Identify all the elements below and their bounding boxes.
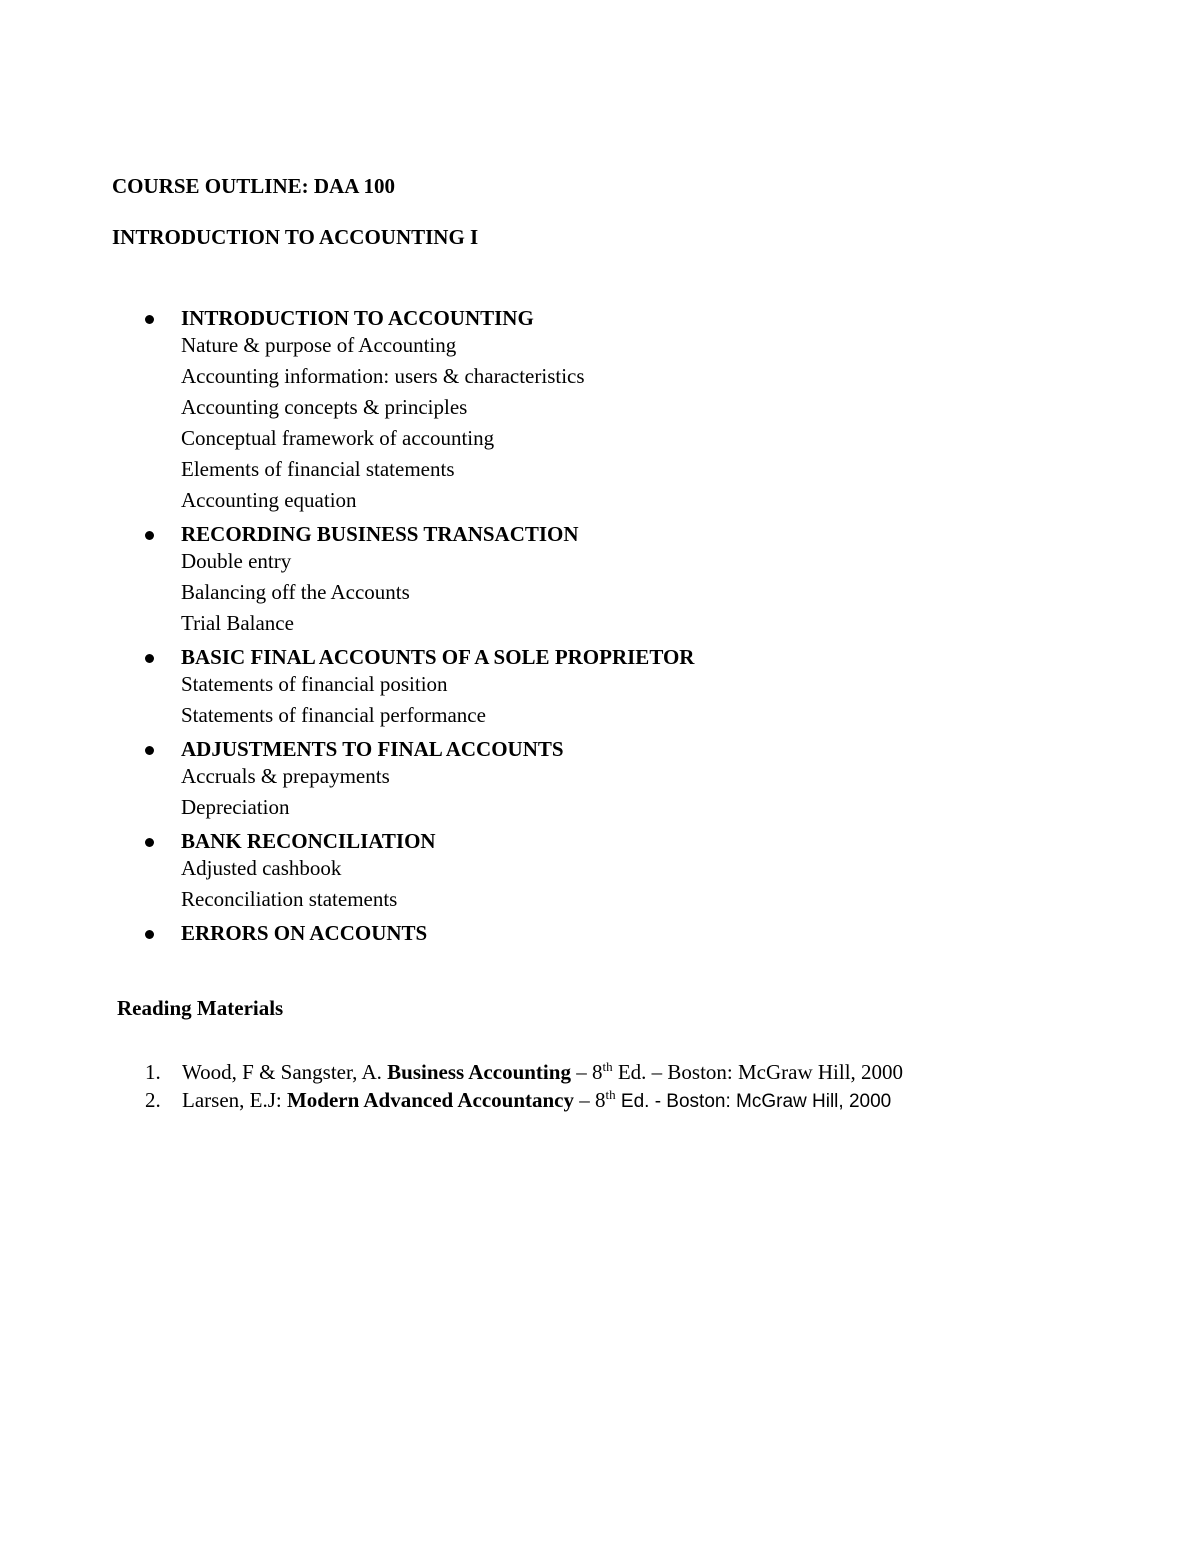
topic-section: [0, 306, 1200, 516]
subtopic-item: Elements of financial statements: [181, 457, 455, 481]
topic-section: [0, 522, 1200, 639]
reference-text: [182, 1086, 891, 1116]
reference-text: [182, 1058, 903, 1086]
reference-edition-suffix: th: [602, 1059, 613, 1074]
subtopic-item: Accounting concepts & principles: [181, 395, 468, 419]
reference-number: 2.: [145, 1088, 161, 1112]
course-name-title: INTRODUCTION TO ACCOUNTING I: [112, 225, 479, 249]
subtopic-item: Statements of financial performance: [181, 703, 486, 727]
topic-heading: BANK RECONCILIATION: [181, 829, 436, 853]
subtopic-list: [0, 330, 1200, 516]
subtopic-item: Double entry: [181, 549, 292, 573]
bullet-icon: [145, 654, 154, 663]
subtopic-item: Accounting information: users & characteristics: [181, 364, 585, 388]
reference-authors: Larsen, E.J:: [182, 1088, 287, 1112]
reference-book-title: Modern Advanced Accountancy: [286, 1088, 574, 1112]
topic-heading: ERRORS ON ACCOUNTS: [181, 921, 428, 945]
bullet-icon: [145, 315, 154, 324]
reference-book-title: Business Accounting: [387, 1060, 571, 1084]
subtopic-list: [0, 853, 1200, 915]
subtopic-item: Reconciliation statements: [181, 887, 398, 911]
subtopic-item: Adjusted cashbook: [181, 856, 342, 880]
subtopic-item: Trial Balance: [181, 611, 294, 635]
topic-heading: RECORDING BUSINESS TRANSACTION: [181, 522, 579, 546]
reference-edition-suffix: th: [605, 1087, 616, 1102]
reference-number: 1.: [145, 1060, 161, 1084]
subtopic-item: Balancing off the Accounts: [181, 580, 410, 604]
bullet-icon: [145, 838, 154, 847]
topic-heading: ADJUSTMENTS TO FINAL ACCOUNTS: [181, 737, 564, 761]
bullet-icon: [145, 531, 154, 540]
reference-edition: – 8: [570, 1060, 603, 1084]
course-topics-list: [0, 306, 1200, 945]
subtopic-item: Accruals & prepayments: [181, 764, 390, 788]
reference-publisher: Ed. – Boston: McGraw Hill, 2000: [612, 1060, 904, 1084]
subtopic-item: Nature & purpose of Accounting: [181, 333, 457, 357]
reference-authors: Wood, F & Sangster, A.: [182, 1060, 388, 1084]
subtopic-list: [0, 546, 1200, 639]
subtopic-item: Accounting equation: [181, 488, 357, 512]
topic-heading: BASIC FINAL ACCOUNTS OF A SOLE PROPRIETOR: [181, 645, 695, 669]
course-outline-title: COURSE OUTLINE: DAA 100: [112, 174, 395, 198]
topic-heading: INTRODUCTION TO ACCOUNTING: [181, 306, 534, 330]
subtopic-item: Depreciation: [181, 795, 290, 819]
topic-section: [0, 645, 1200, 731]
subtopic-list: [0, 761, 1200, 823]
reading-materials-heading: Reading Materials: [117, 996, 284, 1020]
subtopic-list: [0, 669, 1200, 731]
reference-edition: – 8: [574, 1088, 606, 1112]
subtopic-item: Statements of financial position: [181, 672, 448, 696]
bullet-icon: [145, 746, 154, 755]
topic-section: [0, 921, 1200, 945]
subtopic-item: Conceptual framework of accounting: [181, 426, 495, 450]
bullet-icon: [145, 930, 154, 939]
topic-section: [0, 829, 1200, 915]
topic-section: [0, 737, 1200, 823]
reference-publisher-alt: Ed. - Boston: McGraw Hill, 2000: [615, 1091, 892, 1112]
